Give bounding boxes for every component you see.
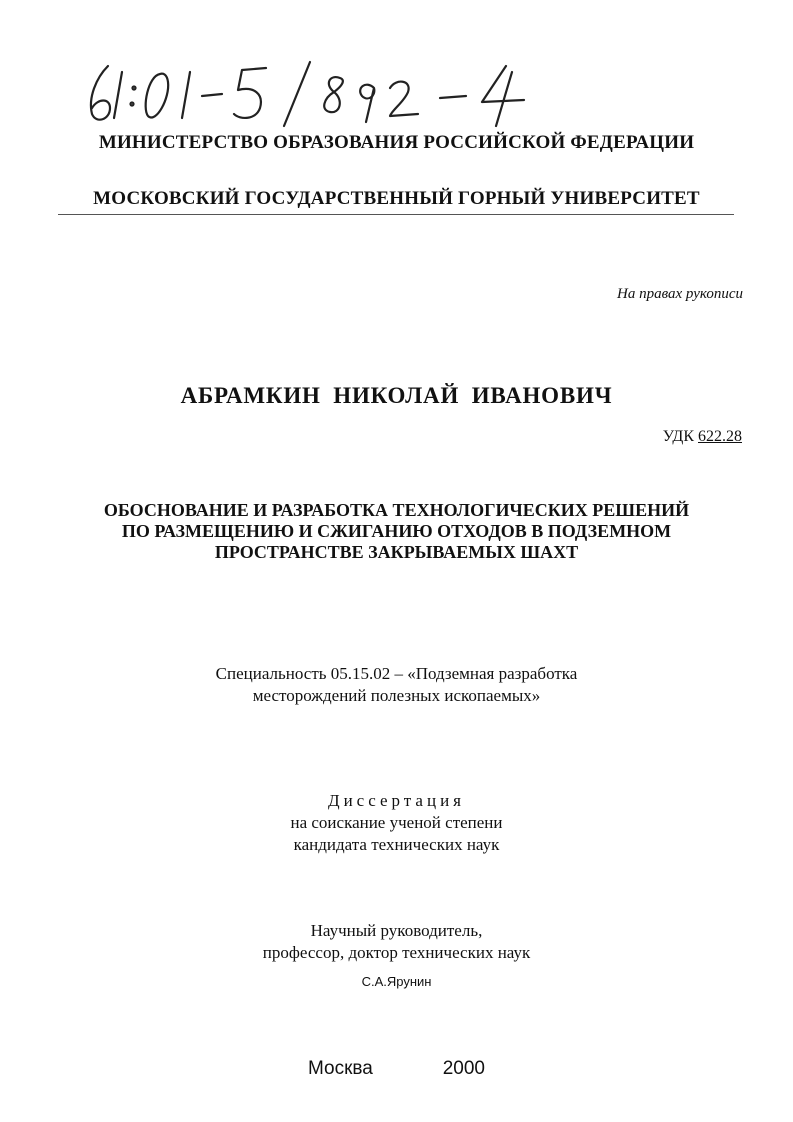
udk-label: УДК xyxy=(662,428,694,445)
udk-code xyxy=(663,428,742,446)
header-divider xyxy=(58,214,734,215)
speciality-line: месторождений полезных ископаемых» xyxy=(252,686,541,705)
manuscript-note: На правах рукописи xyxy=(617,286,743,302)
udk-number: 622.28 xyxy=(698,428,742,445)
handwritten-archive-code xyxy=(78,58,578,128)
city-year: Москва 2000 xyxy=(308,1058,485,1079)
title-line: ОБОСНОВАНИЕ И РАЗРАБОТКА ТЕХНОЛОГИЧЕСКИХ РЕШЕНИЙ xyxy=(103,500,690,520)
advisor-block xyxy=(0,920,793,964)
title-line: ПРОСТРАНСТВЕ ЗАКРЫВАЕМЫХ ШАХТ xyxy=(214,542,579,562)
advisor-name: С.А.Ярунин xyxy=(361,974,432,989)
university-heading: МОСКОВСКИЙ ГОСУДАРСТВЕННЫЙ ГОРНЫЙ УНИВЕРСИТЕТ xyxy=(93,188,700,209)
dissertation-line: кандидата технических наук xyxy=(293,835,500,854)
handwriting-drawing xyxy=(78,58,578,128)
speciality-line: Специальность 05.15.02 – «Подземная разработка xyxy=(215,664,578,683)
dissertation-title xyxy=(0,500,793,563)
title-line: ПО РАЗМЕЩЕНИЮ И СЖИГАНИЮ ОТХОДОВ В ПОДЗЕМНОМ xyxy=(121,521,672,541)
dissertation-heading: Диссертация xyxy=(327,791,465,810)
dissertation-line: на соискание ученой степени xyxy=(290,813,503,832)
speciality-block xyxy=(0,663,793,707)
advisor-line: Научный руководитель, xyxy=(310,921,483,940)
ministry-heading: МИНИСТЕРСТВО ОБРАЗОВАНИЯ РОССИЙСКОЙ ФЕДЕРАЦИИ xyxy=(98,132,695,153)
author-name: АБРАМКИН НИКОЛАЙ ИВАНОВИЧ xyxy=(180,383,613,408)
advisor-line: профессор, доктор технических наук xyxy=(262,943,531,962)
dissertation-block xyxy=(0,790,793,856)
